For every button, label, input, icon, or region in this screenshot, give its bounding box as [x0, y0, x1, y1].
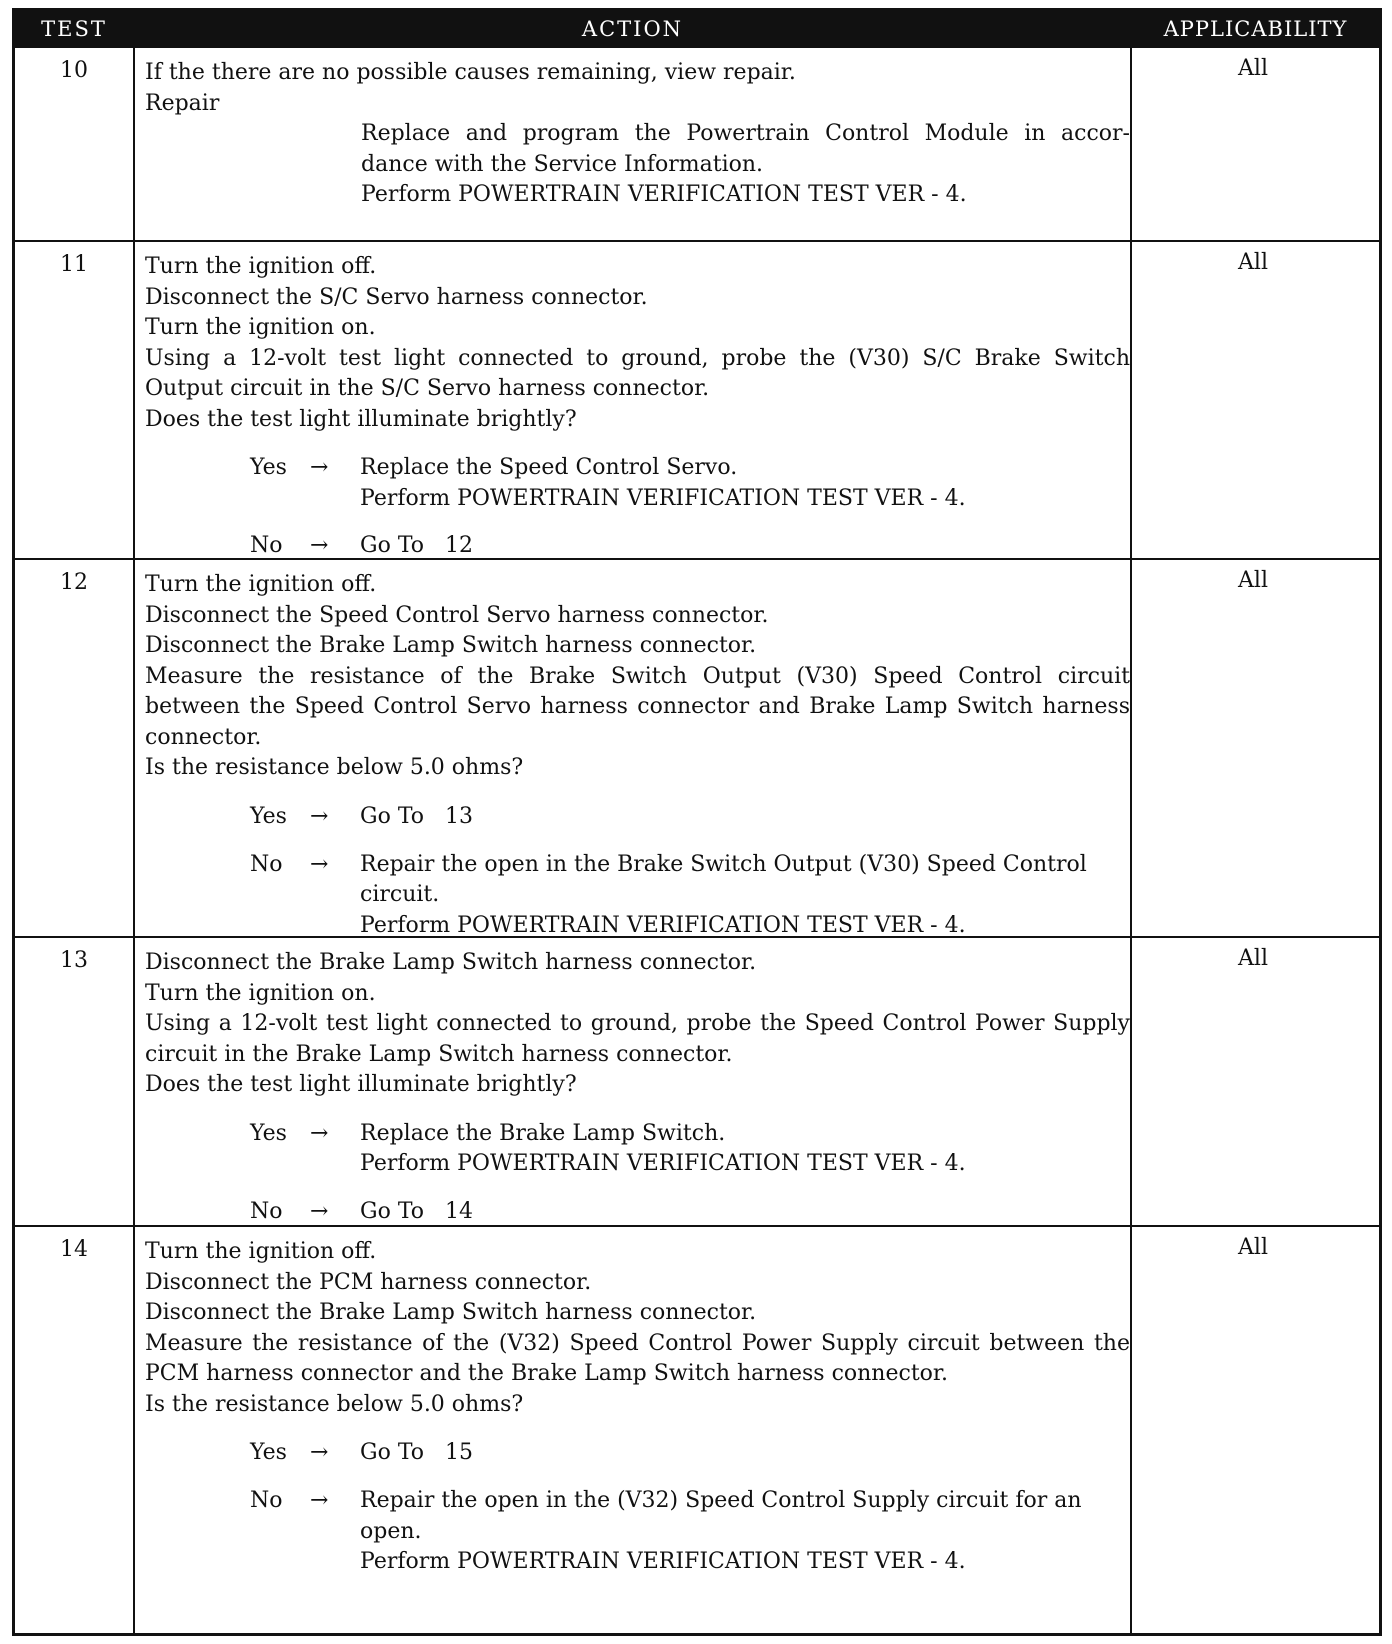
- test-number: 11: [60, 252, 88, 277]
- arrow-right-icon: →: [310, 803, 329, 829]
- action-line: PCM harness connector and the Brake Lamp Switch harness connector.: [145, 1361, 948, 1386]
- result-line: open.: [360, 1518, 422, 1544]
- result-line: Repair the open in the Brake Switch Output (V30) Speed Control: [360, 851, 1087, 877]
- test-row-11: [15, 240, 1379, 558]
- repair-label: Repair: [145, 90, 220, 116]
- no-result: [145, 1197, 1130, 1227]
- result-line: Perform POWERTRAIN VERIFICATION TEST VER - 4.: [360, 485, 966, 511]
- action-line: If the there are no possible causes remaining, view repair.: [145, 60, 796, 85]
- result-line: Repair the open in the (V32) Speed Control Supply circuit for an: [360, 1488, 1082, 1513]
- action-line: Turn the ignition off.: [145, 572, 377, 597]
- no-result: [145, 1486, 1130, 1576]
- no-label: No: [250, 1488, 283, 1513]
- repair-text: [361, 119, 1130, 211]
- action-line: Using a 12-volt test light connected to ground, probe the (V30) S/C Brake Switch: [145, 345, 1130, 371]
- action-cell: [145, 58, 1130, 211]
- action-line: Output circuit in the S/C Servo harness connector.: [145, 376, 710, 401]
- applicability-cell: All: [1238, 1235, 1268, 1260]
- yes-label: Yes: [250, 455, 287, 480]
- action-cell: [145, 1237, 1130, 1576]
- action-line: Is the resistance below 5.0 ohms?: [145, 755, 524, 780]
- action-cell: [145, 252, 1130, 561]
- yes-result: [145, 1438, 1130, 1468]
- yes-result: [145, 1119, 1130, 1179]
- yes-label: Yes: [250, 1120, 287, 1146]
- action-line: Disconnect the Brake Lamp Switch harness connector.: [145, 1300, 757, 1325]
- yes-text: [360, 802, 1130, 833]
- no-label: No: [250, 533, 283, 558]
- yes-label: Yes: [250, 803, 287, 829]
- no-text: [360, 850, 1130, 942]
- action-line: Is the resistance below 5.0 ohms?: [145, 1391, 524, 1417]
- arrow-right-icon: →: [310, 455, 329, 480]
- repair-line: Replace and program the Powertrain Control Module in accor-: [361, 121, 1130, 146]
- repair-line: dance with the Service Information.: [361, 151, 764, 177]
- no-label: No: [250, 1198, 283, 1224]
- no-result: [145, 850, 1130, 940]
- test-row-14: [15, 1225, 1379, 1636]
- result-line: Perform POWERTRAIN VERIFICATION TEST VER - 4.: [360, 912, 966, 938]
- test-number: 14: [60, 1237, 88, 1262]
- test-number: 10: [60, 58, 88, 83]
- header-action: ACTION: [581, 17, 684, 41]
- applicability-cell: All: [1238, 946, 1268, 971]
- action-line: Turn the ignition off.: [145, 254, 377, 279]
- applicability-cell: All: [1238, 250, 1268, 275]
- yes-result: [145, 802, 1130, 832]
- header-test: TEST: [41, 17, 107, 41]
- yes-text: [360, 1438, 1130, 1469]
- yes-result: [145, 453, 1130, 513]
- yes-label: Yes: [250, 1440, 287, 1465]
- applicability-cell: All: [1238, 568, 1268, 593]
- no-result: [145, 531, 1130, 561]
- arrow-right-icon: →: [310, 1120, 329, 1146]
- action-cell: [145, 948, 1130, 1227]
- no-text: [360, 531, 1130, 562]
- no-text: [360, 1486, 1130, 1578]
- test-number: 12: [60, 570, 88, 595]
- arrow-right-icon: →: [310, 1440, 329, 1465]
- goto-link[interactable]: Go To 12: [360, 533, 473, 558]
- arrow-right-icon: →: [310, 851, 329, 877]
- action-line: Measure the resistance of the Brake Switch Output (V30) Speed Control circuit: [145, 663, 1130, 689]
- test-number: 13: [60, 948, 88, 973]
- action-line: Does the test light illuminate brightly?: [145, 1072, 577, 1097]
- arrow-right-icon: →: [310, 1198, 329, 1224]
- result-line: Replace the Speed Control Servo.: [360, 455, 738, 480]
- action-line: Turn the ignition on.: [145, 315, 376, 340]
- diagnostic-table: [12, 8, 1382, 1636]
- action-line: Turn the ignition on.: [145, 980, 376, 1006]
- arrow-right-icon: →: [310, 1488, 329, 1513]
- table-header: [15, 11, 1379, 48]
- result-line: Replace the Brake Lamp Switch.: [360, 1120, 726, 1146]
- yes-text: [360, 1119, 1130, 1180]
- no-text: [360, 1197, 1130, 1228]
- result-line: Perform POWERTRAIN VERIFICATION TEST VER - 4.: [360, 1151, 966, 1176]
- result-line: circuit.: [360, 882, 440, 907]
- action-line: Disconnect the Brake Lamp Switch harness connector.: [145, 633, 757, 658]
- header-applicability: APPLICABILITY: [1163, 17, 1348, 41]
- applicability-cell: All: [1238, 56, 1268, 81]
- action-line: Disconnect the Speed Control Servo harness connector.: [145, 602, 769, 628]
- goto-link[interactable]: Go To 14: [360, 1198, 473, 1224]
- arrow-right-icon: →: [310, 533, 329, 558]
- action-line: Does the test light illuminate brightly?: [145, 406, 577, 432]
- action-line: circuit in the Brake Lamp Switch harness connector.: [145, 1041, 733, 1067]
- action-line: between the Speed Control Servo harness connector and Brake Lamp Switch harness: [145, 694, 1130, 719]
- action-line: Disconnect the S/C Servo harness connector.: [145, 284, 648, 310]
- action-line: Disconnect the Brake Lamp Switch harness connector.: [145, 950, 757, 975]
- test-row-10: [15, 48, 1379, 240]
- test-row-13: [15, 936, 1379, 1225]
- goto-link[interactable]: Go To 13: [360, 803, 473, 829]
- action-line: connector.: [145, 724, 262, 750]
- no-label: No: [250, 851, 283, 877]
- action-cell: [145, 570, 1130, 940]
- yes-text: [360, 453, 1130, 514]
- goto-link[interactable]: Go To 15: [360, 1440, 473, 1465]
- action-line: Disconnect the PCM harness connector.: [145, 1269, 592, 1295]
- action-line: Turn the ignition off.: [145, 1239, 377, 1264]
- repair-line: Perform POWERTRAIN VERIFICATION TEST VER - 4.: [361, 182, 967, 207]
- action-line: Measure the resistance of the (V32) Speed Control Power Supply circuit between the: [145, 1330, 1130, 1356]
- test-row-12: [15, 558, 1379, 936]
- action-line: Using a 12-volt test light connected to ground, probe the Speed Control Power Supply: [145, 1011, 1130, 1036]
- result-line: Perform POWERTRAIN VERIFICATION TEST VER - 4.: [360, 1549, 966, 1574]
